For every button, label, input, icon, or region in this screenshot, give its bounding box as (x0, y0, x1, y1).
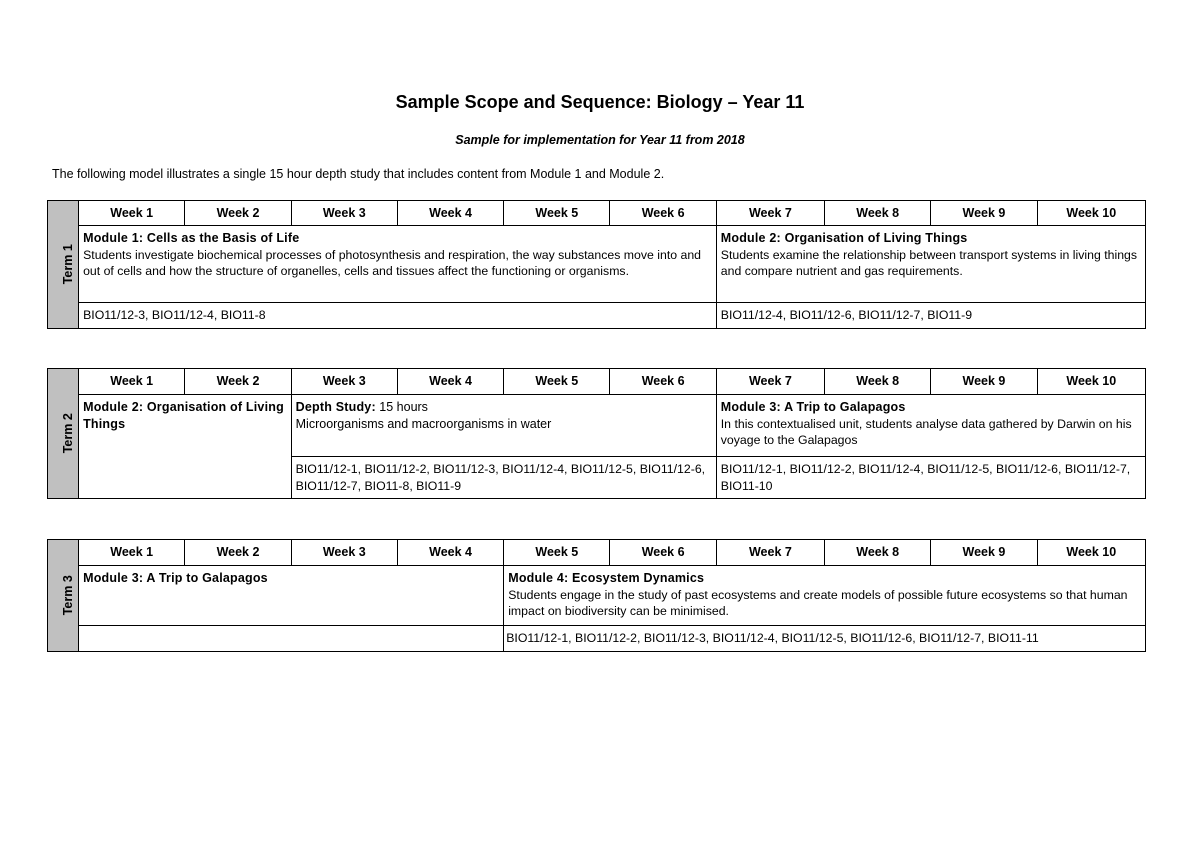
module-1-description: Students investigate biochemical processes of photosynthesis and respiration, the way substances move into and out of cells and how the structure of organelles, cells and tissues affect the functioning or organisms. (83, 247, 702, 278)
module-3-cell (716, 395, 1145, 457)
week-header: Week 8 (825, 201, 931, 226)
week-header: Week 5 (504, 369, 610, 395)
depth-study-description: Microorganisms and macroorganisms in water (295, 416, 552, 431)
term-2-label-cell (48, 369, 79, 499)
term-2-label: Term 2 (60, 413, 75, 454)
week-header: Week 5 (504, 540, 610, 566)
module-1-cell (79, 226, 717, 303)
week-header: Week 6 (610, 369, 716, 395)
module-3-outcomes: BIO11/12-1, BIO11/12-2, BIO11/12-4, BIO11/12-5, BIO11/12-6, BIO11/12-7, BIO11-10 (716, 457, 1145, 499)
term-2-table (47, 368, 1146, 499)
week-header: Week 5 (504, 201, 610, 226)
week-header: Week 2 (185, 201, 291, 226)
page-title: Sample Scope and Sequence: Biology – Year 11 (395, 92, 805, 112)
depth-study-cell (291, 395, 716, 457)
week-header: Week 4 (397, 369, 503, 395)
module-2-title: Module 2: Organisation of Living Things (83, 400, 284, 431)
module-3-cell (79, 566, 504, 626)
module-2-outcomes-empty (79, 457, 292, 499)
module-4-cell (504, 566, 1146, 626)
week-header: Week 2 (185, 369, 291, 395)
module-2-outcomes: BIO11/12-4, BIO11/12-6, BIO11/12-7, BIO11-9 (716, 303, 1145, 329)
module-4-description: Students engage in the study of past ecosystems and create models of possible future ecosystems so that human impact on biodiversity can be minimised. (508, 587, 1128, 618)
week-header: Week 7 (716, 201, 824, 226)
week-header: Week 8 (825, 369, 931, 395)
module-2-cell (716, 226, 1145, 303)
term-3-label: Term 3 (60, 575, 75, 616)
module-1-title: Module 1: Cells as the Basis of Life (83, 231, 300, 245)
module-3-outcomes-empty (79, 626, 504, 652)
week-header: Week 9 (931, 540, 1037, 566)
week-header: Week 1 (79, 540, 185, 566)
module-4-title: Module 4: Ecosystem Dynamics (508, 571, 705, 585)
week-header: Week 10 (1037, 201, 1145, 226)
module-2-cell (79, 395, 292, 457)
module-2-title: Module 2: Organisation of Living Things (720, 231, 968, 245)
week-header: Week 1 (79, 201, 185, 226)
week-header: Week 6 (610, 540, 716, 566)
page-subtitle: Sample for implementation for Year 11 from 2018 (455, 133, 745, 147)
depth-study-hours: 15 hours (375, 400, 428, 414)
term-1-label: Term 1 (60, 244, 75, 285)
module-3-title: Module 3: A Trip to Galapagos (720, 400, 906, 414)
week-header: Week 3 (291, 201, 397, 226)
module-3-description: In this contextualised unit, students analyse data gathered by Darwin on his voyage to the Galapagos (720, 416, 1132, 447)
week-header: Week 3 (291, 369, 397, 395)
week-header: Week 2 (185, 540, 291, 566)
week-header: Week 3 (291, 540, 397, 566)
week-header: Week 10 (1037, 540, 1145, 566)
module-4-outcomes: BIO11/12-1, BIO11/12-2, BIO11/12-3, BIO11/12-4, BIO11/12-5, BIO11/12-6, BIO11/12-7, BIO11-11 (504, 626, 1146, 652)
module-3-title: Module 3: A Trip to Galapagos (83, 571, 268, 585)
depth-study-outcomes: BIO11/12-1, BIO11/12-2, BIO11/12-3, BIO11/12-4, BIO11/12-5, BIO11/12-6, BIO11/12-7, BIO11-8, BIO11-9 (291, 457, 716, 499)
week-header: Week 4 (397, 540, 503, 566)
week-header: Week 7 (716, 540, 824, 566)
week-header: Week 9 (931, 369, 1037, 395)
week-header: Week 1 (79, 369, 185, 395)
week-header: Week 9 (931, 201, 1037, 226)
term-3-table (47, 539, 1146, 652)
intro-text: The following model illustrates a single 15 hour depth study that includes content from Module 1 and Module 2. (52, 167, 665, 181)
term-3-label-cell (48, 540, 79, 652)
term-1-table (47, 200, 1146, 329)
week-header: Week 8 (825, 540, 931, 566)
week-header: Week 10 (1037, 369, 1145, 395)
module-2-description: Students examine the relationship between transport systems in living things and compare nutrient and gas requirements. (720, 247, 1138, 278)
week-header: Week 6 (610, 201, 716, 226)
week-header: Week 7 (716, 369, 824, 395)
depth-study-title: Depth Study: (295, 400, 376, 414)
term-1-label-cell (48, 201, 79, 329)
module-1-outcomes: BIO11/12-3, BIO11/12-4, BIO11-8 (79, 303, 717, 329)
week-header: Week 4 (397, 201, 503, 226)
